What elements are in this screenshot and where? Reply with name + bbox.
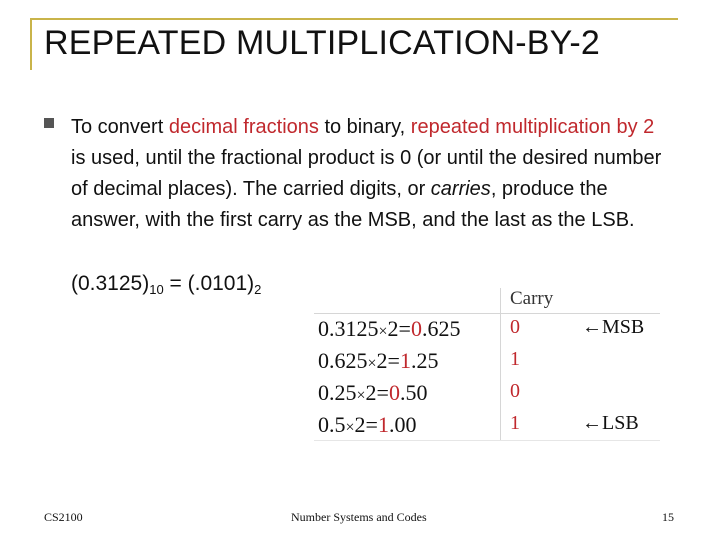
table-bottom-divider <box>314 440 660 441</box>
bullet-text-1: To convert <box>71 116 169 138</box>
table-row-expression: 0.625×2=1.25 <box>318 348 439 373</box>
equation-lhs: (0.3125) <box>71 272 150 295</box>
title-frame-top-border <box>30 18 678 20</box>
table-row-carry: 0 <box>510 380 520 402</box>
equation-lhs-base: 10 <box>149 282 164 297</box>
footer-course-code: CS2100 <box>44 510 83 524</box>
bullet-text-4: , produce the answer, with the first carry as the MSB, and the last as the LSB. <box>71 178 635 231</box>
carry-column-header: Carry <box>510 288 554 309</box>
bullet-text-3: is used, until the fractional product is 0 (or until the desired number of decimal places). The carried digits, or <box>71 147 662 200</box>
footer-topic: Number Systems and Codes <box>291 510 427 524</box>
equation-rhs: = (.0101) <box>163 272 255 295</box>
highlight-repeated-multiplication: repeated multiplication by 2 <box>410 116 655 138</box>
bullet-square-icon <box>44 118 54 128</box>
table-header-divider <box>314 313 660 314</box>
footer-page-number: 15 <box>662 510 674 524</box>
table-vertical-divider <box>500 288 501 440</box>
slide-title: REPEATED MULTIPLICATION-BY-2 <box>44 24 601 62</box>
msb-marker: ←MSB <box>582 316 645 338</box>
emphasis-carries: carries <box>430 178 491 200</box>
table-row-expression: 0.5×2=1.00 <box>318 412 417 437</box>
table-row-expression: 0.25×2=0.50 <box>318 380 428 405</box>
conversion-equation <box>71 272 261 297</box>
bullet-text-2: to binary, <box>318 116 411 138</box>
highlight-decimal-fractions: decimal fractions <box>168 116 319 138</box>
table-row-carry: 0 <box>510 316 520 338</box>
table-row-carry: 1 <box>510 412 520 434</box>
title-frame-left-border <box>30 18 32 70</box>
bullet-paragraph <box>71 112 671 236</box>
table-row-expression: 0.3125×2=0.625 <box>318 316 461 341</box>
lsb-marker: ←LSB <box>582 412 639 434</box>
equation-rhs-base: 2 <box>254 282 262 297</box>
table-row-carry: 1 <box>510 348 520 370</box>
